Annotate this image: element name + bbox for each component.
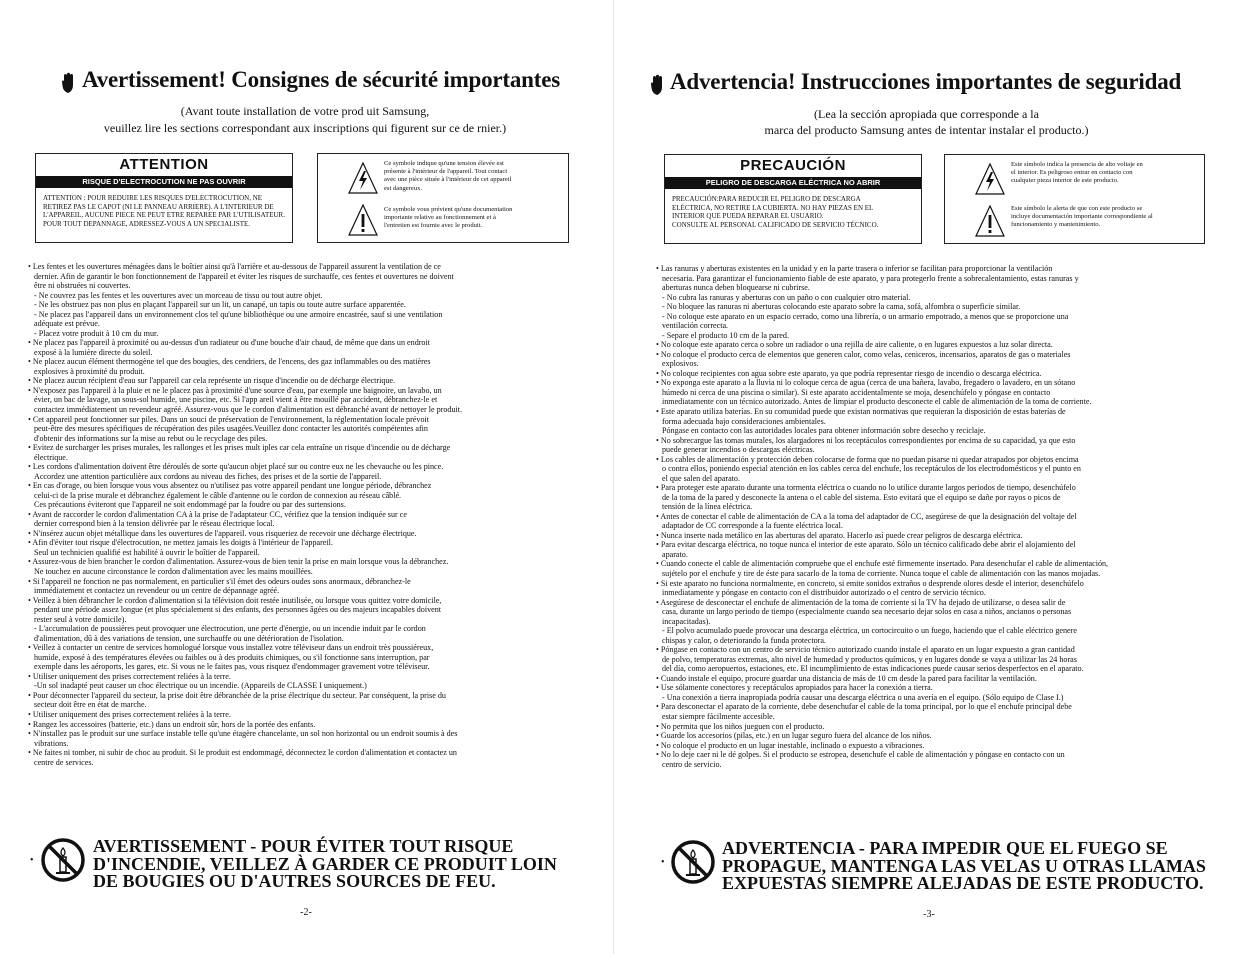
bullet-text: évier, un bac de lavage, un sous-sol humide, une piscine, etc. Si l'app areil vient à être mouillé par accident, débranchez-le et bbox=[34, 395, 438, 405]
bullet-text: Ne placez aucun élément thermogène tel que des bougies, des cendriers, de l'encens, des gaz inflammables ou des matières bbox=[32, 357, 431, 367]
bullet-text: No coloque el producto en un lugar inestable, inclinado o expuesto a vibraciones. bbox=[660, 740, 925, 750]
bullet-text: No coloque el producto cerca de elementos que generen calor, como velas, ceniceros, incensarios, aparatos de gas o materiales bbox=[660, 349, 1071, 359]
bullet-text: rester seul à votre domicile). bbox=[34, 614, 127, 624]
bullet-item: • Para evitar descarga eléctrica, no toque nunca el interior de este aparato. Sólo un técnico calificado debe abrir el alojamiento del bbox=[656, 540, 1076, 550]
bullet-continuation bbox=[662, 493, 1227, 503]
bullet-text: explosivos. bbox=[662, 359, 699, 369]
caution-line: CONSULTE AL PERSONAL CALIFICADO DE SERVICIO TÉCNICO. bbox=[672, 220, 879, 229]
subtitle-line-1: (Avant toute installation de votre prod uit Samsung, bbox=[180, 104, 430, 118]
bullet-item: • Ne placez aucun élément thermogène tel que des bougies, des cendriers, de l'encens, des gaz inflammables ou des matières bbox=[28, 357, 431, 367]
bullet-text: aberturas nunca deben bloquearse ni cubrirse. bbox=[662, 283, 810, 293]
symbol-line: présente à l'intérieur de l'appareil. Tout contact bbox=[384, 168, 508, 176]
bullet-text: électrique. bbox=[34, 452, 68, 462]
bullet-text: d'alimentation, dû à des variations de tension, une surchauffe ou une détérioration de l'isolation. bbox=[34, 633, 344, 643]
bullet-continuation bbox=[662, 312, 1227, 322]
fire-warning-line: PROPAGUE, MANTENGA LAS VELAS U OTRAS LLAMAS bbox=[722, 855, 1206, 876]
bullet-continuation bbox=[662, 626, 1227, 636]
bullet-text: peut-être des mesures spécifiques de récupération des piles usagées.Veuillez donc contacter les autorités compétentes afin bbox=[34, 424, 428, 434]
bullet-continuation bbox=[34, 310, 594, 320]
bullet-text: Veillez à contacter un centre de services homologué lorsque vous installez votre téléviseur dans un endroit très poussiéreux, bbox=[32, 643, 434, 653]
bullet-item: • N'exposez pas l'appareil à la pluie et ne le placez pas à proximité d'une source d'eau, par exemple une baignoire, un lavabo, un bbox=[28, 385, 442, 395]
bullet-text: N'exposez pas l'appareil à la pluie et ne le placez pas à proximité d'une source d'eau, par exemple une baignoire, un lavabo, un bbox=[32, 385, 442, 395]
bullet-continuation bbox=[34, 758, 594, 768]
bullet-item: • Ne placez pas l'appareil à proximité ou au-dessus d'un radiateur ou d'une bouche d'air chaud, de même que dans un endroit bbox=[28, 338, 430, 348]
symbol-description bbox=[1011, 161, 1198, 186]
bullet-text: el que salen del aparato. bbox=[662, 473, 740, 483]
bullet-text: centre de services. bbox=[34, 757, 94, 767]
symbol-description bbox=[384, 206, 562, 231]
bullet-continuation bbox=[34, 653, 594, 663]
bullet-item: • Este aparato utiliza baterías. En su comunidad puede que existan normativas que requieran la disposición de estas baterías de bbox=[656, 406, 1066, 416]
bullet-item: • Ne placez aucun récipient d'eau sur l'appareil car cela représente un risque d'incendie ou de décharge électrique. bbox=[28, 376, 396, 386]
page-title: Advertencia! Instrucciones importantes de seguridad bbox=[670, 69, 1182, 94]
bullet-text: Les fentes et les ouvertures ménagées dans le boîtier ainsi qu'à l'arrière et au-dessous de l'appareil assurent la ventilation de ce bbox=[32, 262, 441, 271]
bullet-dot: • bbox=[661, 857, 665, 868]
caution-line: ELÉCTRICA, NO RETIRE LA CUBIERTA. NO HAY PIEZAS EN EL bbox=[672, 203, 874, 212]
bullet-item: • Si este aparato no funciona normalmente, en concreto, si emite sonidos extraños o desprende olores desde el interior, desenchúfelo bbox=[656, 578, 1084, 588]
bullet-text: - No bloquee las ranuras ni aberturas colocando este aparato sobre la cama, sofá, alfombra o superficie similar. bbox=[662, 302, 1021, 312]
bullet-text: adaptador de CC corresponde a la fuente eléctrica local. bbox=[662, 521, 843, 531]
symbol-line: importante relative au fonctionnement et à bbox=[384, 214, 496, 222]
bullet-text: No coloque este aparato cerca o sobre un radiador o una rejilla de aire caliente, o en lugares expuestos a luz solar directa. bbox=[660, 340, 1053, 350]
bullet-continuation bbox=[34, 624, 594, 634]
bullet-text: Para proteger este aparato durante una tormenta eléctrica o cuando no lo utilice durante largos periodos de tiempo, desenchúfelo bbox=[660, 483, 1076, 493]
bullet-continuation bbox=[34, 662, 594, 672]
bullet-text: Ne placez aucun récipient d'eau sur l'appareil car cela représente un risque d'incendie ou de décharge électrique. bbox=[32, 376, 396, 386]
page-number: -3- bbox=[923, 909, 935, 920]
bullet-item: • Antes de conectar el cable de alimentación de CA a la toma del adaptador de CC, asegúrese de que la designación del voltaje del bbox=[656, 511, 1077, 521]
bullet-item: • N'insérez aucun objet métallique dans les ouvertures de l'appareil. vous risqueriez de recevoir une décharge électrique. bbox=[28, 528, 417, 538]
bullet-item: • Cet appareil peut fonctionner sur piles. Dans un souci de préservation de l'environnement, la réglementation locale prévoit bbox=[28, 414, 429, 424]
bullet-text: Veillez à bien débrancher le cordon d'alimentation si la télévision doit restée inutilisée, ou lorsque vous quittez votre domicile, bbox=[32, 595, 442, 605]
bullet-item: • Nunca inserte nada metálico en las aberturas del aparato. Hacerlo así puede crear peligros de descarga eléctrica. bbox=[656, 530, 1023, 540]
bullet-continuation bbox=[662, 617, 1227, 627]
lightning-warning-icon bbox=[975, 163, 1005, 195]
bullet-continuation bbox=[662, 712, 1227, 722]
exclamation-warning-icon bbox=[975, 205, 1005, 237]
caution-bar: PELIGRO DE DESCARGA ELÉCTRICA NO ABRIR bbox=[665, 177, 921, 189]
bullet-text: explosives à proximité du produit. bbox=[34, 366, 145, 376]
bullet-text: adéquate est prévue. bbox=[34, 319, 100, 329]
bullet-continuation bbox=[34, 348, 594, 358]
bullet-text: dernier. Afin de garantir le bon fonctionnement de l'appareil et éviter les risques de surchauffe, ces fentes et ouvertures ne doivent bbox=[34, 271, 454, 281]
subtitle-line-2: marca del producto Samsung antes de intentar instalar el producto.) bbox=[764, 123, 1089, 137]
caution-line: L'APPAREIL, AUCUNE PIECE NE PEUT ETRE REPAREE PAR L'UTILISATEUR. bbox=[43, 211, 285, 220]
bullet-continuation bbox=[34, 472, 594, 482]
bullet-continuation bbox=[34, 424, 594, 434]
bullet-text: Les cordons d'alimentation doivent être déroulés de sorte qu'aucun objet placé sur ou contre eux ne les chevauche ou les pince. bbox=[32, 462, 444, 472]
bullet-item: • No sobrecargue las tomas murales, los alargadores ni los receptáculos correspondientes por encima de su capacidad, ya que esto bbox=[656, 435, 1076, 445]
bullet-text: centro de servicio. bbox=[662, 759, 722, 769]
bullet-text: immédiatement et contactez un revendeur ou un centre de dépannage agréé. bbox=[34, 586, 280, 596]
caution-heading: ATTENTION bbox=[119, 156, 209, 173]
symbol-line: est dangereux. bbox=[384, 184, 423, 192]
bullet-text: húmedo ni cerca de una piscina o similar). Si este aparato accidentalmente se moja, desenchúfelo y póngase en contacto bbox=[662, 387, 1051, 397]
fire-warning-line: EXPUESTAS SIEMPRE ALEJADAS DE ESTE PRODUCTO. bbox=[722, 873, 1204, 893]
bullet-text: forma adecuada bajo consideraciones ambientales. bbox=[662, 416, 826, 426]
bullet-continuation bbox=[662, 588, 1227, 598]
bullet-continuation bbox=[662, 417, 1227, 427]
bullet-continuation bbox=[662, 607, 1227, 617]
bullet-text: aparato. bbox=[662, 549, 688, 559]
caution-heading: PRECAUCIÓN bbox=[740, 157, 846, 174]
bullet-continuation bbox=[662, 474, 1227, 484]
bullet-text: - No cubra las ranuras y aberturas con un paño o con cualquier otro material. bbox=[662, 292, 911, 302]
bullet-text: Use sólamente conectores y receptáculos apropiados para hacer la conexión a tierra. bbox=[660, 683, 933, 693]
bullet-text: Pour déconnecter l'appareil du secteur, la prise doit être débranchée de la prise électrique du secteur. Par conséquent, la prise du bbox=[32, 690, 446, 700]
bullet-text: Rangez les accessoires (batterie, etc.) dans un endroit sûr, hors de la portée des enfants. bbox=[32, 719, 316, 729]
symbol-box bbox=[317, 153, 569, 243]
bullet-text: No lo deje caer ni le dé golpes. Si el producto se estropea, desenchufe el cable de alimentación y póngase en contacto con un bbox=[660, 750, 1065, 760]
symbol-line: l'entretien est fournie avec le produit. bbox=[384, 222, 483, 230]
bullet-item: • No coloque este aparato cerca o sobre un radiador o una rejilla de aire caliente, o en lugares expuestos a luz solar directa. bbox=[656, 340, 1053, 350]
bullet-text: exposé à la lumière directe du soleil. bbox=[34, 347, 153, 357]
symbol-box bbox=[944, 154, 1205, 244]
bullet-text: puede generar incendios o descargas eléctricas. bbox=[662, 445, 815, 455]
bullet-text: No sobrecargue las tomas murales, los alargadores ni los receptáculos correspondientes por encima de su capacidad, ya que esto bbox=[660, 435, 1076, 445]
bullet-text: Afin d'éviter tout risque d'électrocution, ne mettez jamais les doigts à l'intérieur de l'appareil. bbox=[32, 538, 333, 548]
bullet-text: Nunca inserte nada metálico en las aberturas del aparato. Hacerlo así puede crear peligros de descarga eléctrica. bbox=[660, 530, 1023, 540]
symbol-line: avec une pièce située à l'intérieur de cet appareil bbox=[384, 176, 512, 184]
bullet-text: de polvo, temperaturas extremas, alto nivel de humedad y productos químicos, y en lugares donde se vaya a utilizar las 24 horas bbox=[662, 654, 1077, 664]
bullet-item: • No coloque el producto cerca de elementos que generen calor, como velas, ceniceros, incensarios, aparatos de gas o materiales bbox=[656, 349, 1071, 359]
bullet-item: • Ne faites ni tomber, ni subir de choc au produit. Si le produit est endommagé, déconnectez le cordon d'alimentation et contactez un bbox=[28, 748, 457, 758]
bullet-text: secteur doit être en état de marche. bbox=[34, 700, 147, 710]
bullet-item: • Cuando instale el equipo, procure guardar una distancia de más de 10 cm desde la pared para facilitar la ventilación. bbox=[656, 673, 1037, 683]
bullet-continuation bbox=[34, 291, 594, 301]
exclamation-warning-icon bbox=[348, 204, 378, 236]
bullet-text: - Placez votre produit à 10 cm du mur. bbox=[34, 328, 159, 338]
bullet-text: de la toma de la pared y desconecte la antena o el cable del sistema. Esto evitará que el equipo se dañe por rayos o picos de bbox=[662, 492, 1061, 502]
bullet-continuation bbox=[662, 274, 1227, 284]
safety-bullet-list bbox=[28, 262, 594, 767]
bullet-item: • Las ranuras y aberturas existentes en la unidad y en la parte trasera o inferior se facilitan para proporcionar la ventilación bbox=[656, 264, 1053, 273]
bullet-continuation bbox=[34, 434, 594, 444]
bullet-continuation bbox=[662, 464, 1227, 474]
bullet-text: Utiliser uniquement des prises correctement reliées à la terre. bbox=[32, 671, 231, 681]
bullet-text: - Ne les obstruez pas non plus en plaçant l'appareil sur un lit, un canapé, un tapis ou toute autre surface apparentée. bbox=[34, 300, 406, 310]
fire-warning-text bbox=[93, 838, 557, 891]
bullet-text: necesaria. Para garantizar el funcionamiento fiable de este aparato, y para protegerlo frente a sobrecalentamiento, estas ranuras y bbox=[662, 273, 1079, 283]
bullet-text: Ne touchez en aucune circonstance le cordon d'alimentation avec les mains mouillées. bbox=[34, 567, 313, 576]
bullet-continuation bbox=[662, 664, 1227, 674]
bullet-item: • No exponga este aparato a la lluvia ni lo coloque cerca de agua (cerca de una bañera, lavabo, fregadero o lavadero, en un sótano bbox=[656, 378, 1076, 388]
bullet-text: - El polvo acumulado puede provocar una descarga eléctrica, un cortocircuito o un fuego, haciendo que el cable eléctrico genere bbox=[662, 626, 1077, 636]
bullet-item: • Les fentes et les ouvertures ménagées dans le boîtier ainsi qu'à l'arrière et au-dessous de l'appareil assurent la ventilation de ce bbox=[28, 262, 441, 271]
bullet-text: inmediatamente con un técnico autorizado. Antes de limpiar el producto desconecte el cable de alimentación de la toma de corriente. bbox=[662, 397, 1092, 407]
bullet-text: exemple dans les aéroports, les gares, etc. Si vous ne le faites pas, vous risquez d'endommager gravement votre téléviseur. bbox=[34, 662, 430, 672]
bullet-continuation bbox=[662, 321, 1227, 331]
bullet-item: • Para proteger este aparato durante una tormenta eléctrica o cuando no lo utilice durante largos periodos de tiempo, desenchúfelo bbox=[656, 483, 1076, 493]
bullet-text: o contra ellos, poniendo especial atención en los cables cerca del enchufe, los receptáculos de los electrodomésticos y el punto en bbox=[662, 464, 1081, 474]
bullet-item: • Utiliser uniquement des prises correctement reliées à la terre. bbox=[28, 709, 231, 719]
bullet-dot: • bbox=[30, 855, 34, 866]
bullet-text: casa, durante un largo periodo de tiempo (especialmente cuando sea necesario dejar solos en casa a niños, ancianos o personas bbox=[662, 607, 1072, 617]
symbol-row-documentation bbox=[318, 202, 568, 244]
bullet-text: Póngase en contacto con las autoridades locales para obtener información sobre desecho y reciclaje. bbox=[662, 426, 986, 436]
bullet-text: Seul un technicien qualifié est habilité à ouvrir le boîtier de l'appareil. bbox=[34, 547, 260, 557]
bullet-text: celui-ci de la prise murale et débranchez également le câble d'antenne ou le cordon de connexion au réseau câblé. bbox=[34, 490, 402, 500]
bullet-continuation bbox=[34, 281, 594, 291]
symbol-line: Ce symbole indique qu'une tension élevée est bbox=[384, 160, 504, 167]
bullet-text: inmediatamente y póngase en contacto con el distribuidor autorizado o el centro de servicio técnico. bbox=[662, 588, 986, 598]
symbol-row-voltage bbox=[318, 160, 568, 202]
lightning-warning-icon bbox=[348, 162, 378, 194]
bullet-item: • Póngase en contacto con un centro de servicio técnico autorizado cuando instale el aparato en un lugar expuesto a gran cantidad bbox=[656, 645, 1075, 655]
bullet-text: ventilación correcta. bbox=[662, 321, 729, 331]
caution-box bbox=[35, 153, 293, 243]
bullet-text: Las ranuras y aberturas existentes en la unidad y en la parte trasera o inferior se facilitan para proporcionar la ventilación bbox=[660, 264, 1053, 273]
bullet-continuation bbox=[662, 636, 1227, 646]
bullet-text: estar siempre fácilmente accesible. bbox=[662, 711, 775, 721]
bullet-item: • Utiliser uniquement des prises correctement reliées à la terre. bbox=[28, 671, 231, 681]
bullet-item: • Veillez à bien débrancher le cordon d'alimentation si la télévision doit restée inutilisée, ou lorsque vous quittez votre domicile, bbox=[28, 595, 442, 605]
bullet-text: Cuando conecte el cable de alimentación compruebe que el enchufe esté firmemente insertado. Para desenchufar el cable de alimentación, bbox=[660, 559, 1109, 569]
bullet-text: chispas y calor, o deteriorando la funda protectora. bbox=[662, 635, 826, 645]
bullet-continuation bbox=[34, 548, 594, 558]
no-candle-icon bbox=[40, 837, 86, 883]
bullet-item: • Asegúrese de desconectar el enchufe de alimentación de la toma de corriente si la TV ha dejado de utilizarse, o desea salir de bbox=[656, 597, 1066, 607]
caution-line: RETIREZ PAS LE CAPOT (NI LE PANNEAU ARRIERE). A L'INTERIEUR DE bbox=[43, 202, 274, 211]
symbol-line: cualquier pieza interior de este producto. bbox=[1011, 177, 1119, 185]
bullet-continuation bbox=[34, 500, 594, 510]
bullet-continuation bbox=[34, 272, 594, 282]
bullet-text: Este aparato utiliza baterías. En su comunidad puede que existan normativas que requieran la disposición de estas baterías de bbox=[660, 406, 1066, 416]
bullet-item: • N'installez pas le produit sur une surface instable telle qu'une étagère chancelante, un sol non horizontal ou un endroit soumis à des bbox=[28, 729, 458, 739]
symbol-line: Este símbolo le alerta de que con este producto se bbox=[1011, 205, 1143, 212]
caution-text bbox=[665, 189, 921, 229]
symbol-line: incluye documentación importante correspondiente al bbox=[1011, 213, 1153, 221]
bullet-text: sujételo por el enchufe y tire de éste para sacarlo de la toma de corriente. Nunca toque el cable de alimentación con las manos mojadas. bbox=[662, 569, 1101, 578]
bullet-continuation bbox=[34, 634, 594, 644]
bullet-item: • Avant de raccorder le cordon d'alimentation CA à la prise de l'adaptateur CC, vérifiez que la tension indiquée sur ce bbox=[28, 509, 407, 519]
bullet-item: • No coloque recipientes con agua sobre este aparato, ya que podría representar riesgo de incendio o descarga eléctrica. bbox=[656, 368, 1042, 378]
symbol-row-documentation bbox=[945, 203, 1204, 245]
symbol-row-voltage bbox=[945, 161, 1204, 203]
bullet-text: - No coloque este aparato en un espacio cerrado, como una librería, o un armario empotrado, a menos que se proporcione una bbox=[662, 311, 1069, 321]
bullet-text: Asegúrese de desconectar el enchufe de alimentación de la toma de corriente si la TV ha dejado de utilizarse, o desea salir de bbox=[660, 597, 1066, 607]
caution-line: PRECAUCIÓN:PARA REDUCIR EL PELIGRO DE DESCARGA bbox=[672, 195, 861, 203]
fire-warning-line: D'INCENDIE, VEILLEZ À GARDER CE PRODUIT LOIN bbox=[93, 853, 557, 874]
bullet-continuation bbox=[34, 405, 594, 415]
subtitle-line-1: (Lea la sección apropiada que corresponde a la bbox=[814, 107, 1039, 121]
bullet-text: - Separe el producto 10 cm de la pared. bbox=[662, 330, 789, 340]
bullet-text: En cas d'orage, ou bien lorsque vous vous absentez ou n'utilisez pas votre appareil pendant une longue période, débranchez bbox=[32, 481, 432, 491]
bullet-item: • No coloque el producto en un lugar inestable, inclinado o expuesto a vibraciones. bbox=[656, 740, 925, 750]
fire-warning-text bbox=[722, 840, 1206, 893]
bullet-continuation bbox=[662, 397, 1227, 407]
symbol-line: Ce symbole vous prévient qu'une documentation bbox=[384, 206, 513, 213]
bullet-continuation bbox=[662, 760, 1227, 770]
bullet-text: contactez immédiatement un revendeur agréé. Assurez-vous que le cordon d'alimentation est débranché avant de nettoyer le produit. bbox=[34, 404, 463, 414]
bullet-text: Cuando instale el equipo, procure guardar una distancia de más de 10 cm desde la pared para facilitar la ventilación. bbox=[660, 673, 1037, 683]
bullet-text: - Ne couvrez pas les fentes et les ouvertures avec un morceau de tissu ou tout autre objet. bbox=[34, 290, 323, 300]
bullet-item: • Los cables de alimentación y protección deben colocarse de forma que no puedan pisarse ni quedar atrapados por objetos encima bbox=[656, 454, 1079, 464]
bullet-continuation bbox=[662, 302, 1227, 312]
bullet-text: Antes de conectar el cable de alimentación de CA a la toma del adaptador de CC, asegúrese de que la designación del voltaje del bbox=[660, 511, 1077, 521]
bullet-item: • Use sólamente conectores y receptáculos apropiados para hacer la conexión a tierra. bbox=[656, 683, 933, 693]
symbol-line: el interior. Es peligroso entrar en contacto con bbox=[1011, 169, 1133, 177]
symbol-description bbox=[1011, 205, 1198, 230]
bullet-text: Avant de raccorder le cordon d'alimentation CA à la prise de l'adaptateur CC, vérifiez que la tension indiquée sur ce bbox=[32, 509, 407, 519]
bullet-text: humide, exposé à des températures élevées ou faibles ou à des produits chimiques, ou s'il fonctionne sans interruption, par bbox=[34, 652, 430, 662]
bullet-text: tensión de la línea eléctrica. bbox=[662, 502, 753, 512]
bullet-continuation bbox=[34, 739, 594, 749]
caution-line: POUR TOUT DEPANNAGE, ADRESSEZ-VOUS A UN SPECIALISTE. bbox=[43, 219, 251, 228]
bullet-continuation bbox=[34, 519, 594, 529]
caution-line: ATTENTION : POUR REDUIRE LES RISQUES D'ELECTROCUTION, NE bbox=[43, 194, 263, 202]
caution-text bbox=[36, 188, 292, 228]
fire-warning-line: DE BOUGIES OU D'AUTRES SOURCES DE FEU. bbox=[93, 871, 496, 891]
bullet-item: • Les cordons d'alimentation doivent être déroulés de sorte qu'aucun objet placé sur ou contre eux ne les chevauche ou les pince. bbox=[28, 462, 444, 472]
bullet-text: N'insérez aucun objet métallique dans les ouvertures de l'appareil. vous risqueriez de recevoir une décharge électrique. bbox=[32, 528, 417, 538]
bullet-continuation bbox=[662, 293, 1227, 303]
bullet-text: -Un sol inadapté peut causer un choc électrique ou un incendie. (Appareils de CLASSE I uniquement.) bbox=[34, 681, 367, 691]
fire-warning-line: ADVERTENCIA - PARA IMPEDIR QUE EL FUEGO SE bbox=[722, 838, 1168, 858]
bullet-continuation bbox=[34, 615, 594, 625]
bullet-item: • Pour déconnecter l'appareil du secteur, la prise doit être débranchée de la prise électrique du secteur. Par conséquent, la prise du bbox=[28, 690, 446, 700]
bullet-continuation bbox=[34, 395, 594, 405]
bullet-item: • No permita que los niños jueguen con el producto. bbox=[656, 721, 825, 731]
bullet-text: - Una conexión a tierra inapropiada podría causar una descarga eléctrica o una avería en el equipo. (Sólo equipo de Clase I.) bbox=[662, 692, 1064, 702]
bullet-item: • No lo deje caer ni le dé golpes. Si el producto se estropea, desenchufe el cable de alimentación y póngase en contacto con un bbox=[656, 750, 1065, 760]
bullet-continuation bbox=[34, 300, 594, 310]
bullet-continuation bbox=[662, 283, 1227, 293]
bullet-item: • Guarde los accesorios (pilas, etc.) en un lugar seguro fuera del alcance de los niños. bbox=[656, 731, 932, 741]
bullet-continuation bbox=[662, 426, 1227, 436]
bullet-text: No coloque recipientes con agua sobre este aparato, ya que podría representar riesgo de incendio o descarga eléctrica. bbox=[660, 368, 1042, 378]
bullet-text: dernier correspond bien à la tension délivrée par le réseau électrique local. bbox=[34, 519, 275, 529]
bullet-continuation bbox=[34, 491, 594, 501]
bullet-continuation bbox=[662, 502, 1227, 512]
bullet-text: del día, como aeropuertos, estaciones, etc. El incumplimiento de estas indicaciones puede causar serios desperfectos en el aparato. bbox=[662, 664, 1084, 674]
bullet-text: - Ne placez pas l'appareil dans un environnement clos tel qu'une bibliothèque ou une armoire encastrée, sauf si une ventilation bbox=[34, 309, 443, 319]
bullet-continuation bbox=[34, 681, 594, 691]
bullet-continuation bbox=[34, 567, 594, 577]
bullet-text: N'installez pas le produit sur une surface instable telle qu'une étagère chancelante, un sol non horizontal ou un endroit soumis à des bbox=[32, 729, 458, 739]
page-right bbox=[618, 0, 1235, 954]
bullet-text: être ni obstruées ni couvertes. bbox=[34, 281, 131, 291]
bullet-item: • Evitez de surcharger les prises murales, les rallonges et les prises mult iples car cela entraîne un risque d'incendie ou de décharge bbox=[28, 443, 451, 453]
hand-warning-icon bbox=[61, 72, 75, 94]
caution-bar: RISQUE D'ELECTROCUTION NE PAS OUVRIR bbox=[36, 176, 292, 188]
page-left bbox=[0, 0, 610, 954]
bullet-item: • Assurez-vous de bien brancher le cordon d'alimentation. Assurez-vous de bien tenir la prise en main lorsque vous la débranchez. bbox=[28, 557, 449, 567]
bullet-item: • Para desconectar el aparato de la corriente, debe desenchufar el cable de la toma principal, por lo que el enchufe principal debe bbox=[656, 702, 1072, 712]
bullet-continuation bbox=[662, 521, 1227, 531]
bullet-text: Cet appareil peut fonctionner sur piles. Dans un souci de préservation de l'environnement, la réglementation locale prévoit bbox=[32, 414, 429, 424]
bullet-text: Los cables de alimentación y protección deben colocarse de forma que no puedan pisarse ni quedar atrapados por objetos encima bbox=[660, 454, 1079, 464]
bullet-item: • Veillez à contacter un centre de services homologué lorsque vous installez votre téléviseur dans un endroit très poussiéreux, bbox=[28, 643, 434, 653]
bullet-continuation bbox=[662, 388, 1227, 398]
safety-bullet-list bbox=[656, 264, 1227, 769]
bullet-text: vibrations. bbox=[34, 738, 69, 748]
bullet-continuation bbox=[34, 329, 594, 339]
bullet-continuation bbox=[662, 359, 1227, 369]
bullet-item: • Afin d'éviter tout risque d'électrocution, ne mettez jamais les doigts à l'intérieur de l'appareil. bbox=[28, 538, 333, 548]
bullet-text: Para desconectar el aparato de la corriente, debe desenchufar el cable de la toma principal, por lo que el enchufe principal debe bbox=[660, 702, 1072, 712]
bullet-continuation bbox=[662, 655, 1227, 665]
bullet-text: Ne placez pas l'appareil à proximité ou au-dessus d'un radiateur ou d'une bouche d'air chaud, de même que dans un endroit bbox=[32, 338, 430, 348]
bullet-continuation bbox=[662, 445, 1227, 455]
hand-warning-icon bbox=[650, 74, 664, 96]
bullet-continuation bbox=[34, 605, 594, 615]
bullet-text: Si este aparato no funciona normalmente, en concreto, si emite sonidos extraños o desprende olores desde el interior, desenchúfelo bbox=[660, 578, 1084, 588]
fire-warning-line: AVERTISSEMENT - POUR ÉVITER TOUT RISQUE bbox=[93, 836, 514, 856]
bullet-text: d'obtenir des informations sur la mise au rebut ou le recyclage des piles. bbox=[34, 433, 268, 443]
bullet-continuation bbox=[34, 586, 594, 596]
bullet-text: Ces précautions éviteront que l'appareil ne soit endommagé par la foudre ou par des surtensions. bbox=[34, 500, 346, 510]
subtitle-line-2: veuillez lire les sections correspondant aux inscriptions qui figurent sur ce de rnier.) bbox=[103, 121, 507, 135]
bullet-continuation bbox=[662, 550, 1227, 560]
caution-line: INTERIOR QUE PUEDA REPARAR EL USUARIO. bbox=[672, 212, 824, 221]
bullet-continuation bbox=[34, 700, 594, 710]
page-title: Avertissement! Consignes de sécurité importantes bbox=[82, 67, 560, 92]
symbol-line: funcionamiento y mantenimiento. bbox=[1011, 221, 1101, 229]
bullet-text: Guarde los accesorios (pilas, etc.) en un lugar seguro fuera del alcance de los niños. bbox=[660, 731, 932, 741]
bullet-text: Para evitar descarga eléctrica, no toque nunca el interior de este aparato. Sólo un técnico calificado debe abrir el alojamiento del bbox=[660, 540, 1076, 550]
bullet-continuation bbox=[34, 453, 594, 463]
bullet-item: • Rangez les accessoires (batterie, etc.) dans un endroit sûr, hors de la portée des enfants. bbox=[28, 719, 316, 729]
bullet-continuation bbox=[662, 693, 1227, 703]
symbol-line: Este símbolo indica la presencia de alto voltaje en bbox=[1011, 161, 1143, 168]
bullet-text: - L'accumulation de poussières peut provoquer une électrocution, une perte d'énergie, ou un incendie induit par le cordon bbox=[34, 624, 426, 634]
bullet-item: • Si l'appareil ne fonction ne pas normalement, en particulier s'il émet des odeurs oudes sons anormaux, débranchez-le bbox=[28, 576, 411, 586]
bullet-text: Utiliser uniquement des prises correctement reliées à la terre. bbox=[32, 709, 231, 719]
caution-box bbox=[664, 154, 922, 244]
bullet-text: pendant une période assez longue (et plus spécialement si des enfants, des personnes âgées ou des majeurs incapables doivent bbox=[34, 605, 442, 615]
symbol-description bbox=[384, 160, 562, 193]
bullet-continuation bbox=[662, 331, 1227, 341]
bullet-item: • En cas d'orage, ou bien lorsque vous vous absentez ou n'utilisez pas votre appareil pendant une longue période, débranchez bbox=[28, 481, 432, 491]
bullet-item: • Cuando conecte el cable de alimentación compruebe que el enchufe esté firmemente insertado. Para desenchufar el cable de alimentación, bbox=[656, 559, 1109, 569]
bullet-text: Evitez de surcharger les prises murales, les rallonges et les prises mult iples car cela entraîne un risque d'incendie ou de décharge bbox=[32, 443, 451, 453]
bullet-continuation bbox=[662, 569, 1227, 579]
bullet-text: No exponga este aparato a la lluvia ni lo coloque cerca de agua (cerca de una bañera, lavabo, fregadero o lavadero, en un sótano bbox=[660, 378, 1076, 388]
bullet-text: Si l'appareil ne fonction ne pas normalement, en particulier s'il émet des odeurs oudes sons anormaux, débranchez-le bbox=[32, 576, 411, 586]
bullet-text: No permita que los niños jueguen con el producto. bbox=[660, 721, 825, 731]
bullet-text: incapacitadas). bbox=[662, 616, 711, 626]
no-candle-icon bbox=[670, 839, 716, 885]
page-divider bbox=[613, 0, 614, 954]
bullet-text: Assurez-vous de bien brancher le cordon d'alimentation. Assurez-vous de bien tenir la prise en main lorsque vous la débranchez. bbox=[32, 557, 449, 567]
page-number: -2- bbox=[300, 907, 312, 918]
bullet-text: Póngase en contacto con un centro de servicio técnico autorizado cuando instale el aparato en un lugar expuesto a gran cantidad bbox=[660, 645, 1075, 655]
bullet-continuation bbox=[34, 367, 594, 377]
bullet-continuation bbox=[34, 319, 594, 329]
bullet-text: Accordez une attention particulière aux cordons au niveau des fiches, des prises et de la sortie de l'appareil. bbox=[34, 471, 382, 481]
bullet-text: Ne faites ni tomber, ni subir de choc au produit. Si le produit est endommagé, déconnectez le cordon d'alimentation et contactez un bbox=[32, 748, 457, 758]
